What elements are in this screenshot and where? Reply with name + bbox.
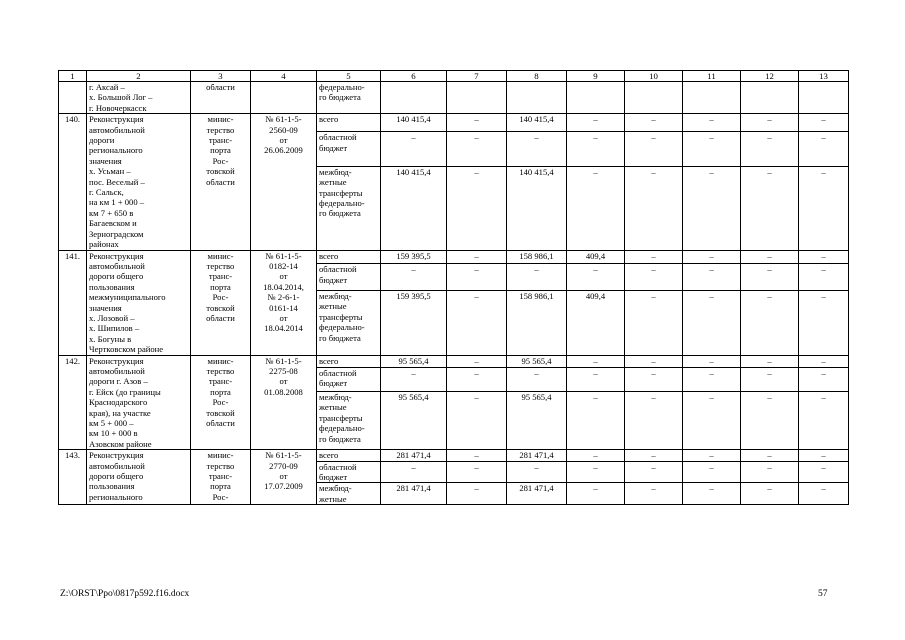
row-number: 141. xyxy=(59,250,87,355)
amount-cell: – xyxy=(741,392,799,450)
amount-cell: – xyxy=(381,132,447,166)
amount-cell: – xyxy=(507,368,567,392)
funding-source: межбюд- жетные трансферты федерально- го бюджета xyxy=(317,290,381,355)
funding-source: всего xyxy=(317,355,381,368)
amount-cell: – xyxy=(447,166,507,250)
amount-cell: – xyxy=(741,450,799,461)
amount-cell: – xyxy=(567,166,625,250)
table-body xyxy=(59,71,849,505)
amount-cell: 159 395,5 xyxy=(381,250,447,264)
amount-cell: – xyxy=(567,368,625,392)
amount-cell: – xyxy=(447,132,507,166)
funding-source: межбюд- жетные xyxy=(317,483,381,505)
header-row xyxy=(59,71,849,82)
amount-cell: 140 415,4 xyxy=(507,114,567,132)
customer: минис- терство транс- порта Рос- товской области xyxy=(191,355,251,450)
design-approval: № 61-1-5- 2275-08 от 01.08.2008 xyxy=(251,355,317,450)
amount-cell: 95 565,4 xyxy=(507,355,567,368)
amount-cell: 140 415,4 xyxy=(507,166,567,250)
amount-cell: – xyxy=(447,450,507,461)
row-number: 140. xyxy=(59,114,87,250)
amount-cell: – xyxy=(625,290,683,355)
file-path: Z:\ORST\Ppo\0817p592.f16.docx xyxy=(60,589,190,599)
amount-cell: – xyxy=(683,250,741,264)
table-row xyxy=(59,355,849,368)
design-approval: № 61-1-5- 2560-09 от 26.06.2009 xyxy=(251,114,317,250)
column-header: 7 xyxy=(447,71,507,82)
amount-cell xyxy=(447,82,507,114)
amount-cell: – xyxy=(683,132,741,166)
amount-cell: – xyxy=(741,264,799,291)
funding-source: областной бюджет xyxy=(317,264,381,291)
amount-cell: – xyxy=(741,132,799,166)
amount-cell xyxy=(741,82,799,114)
amount-cell: – xyxy=(683,392,741,450)
funding-source: областной бюджет xyxy=(317,132,381,166)
amount-cell: 140 415,4 xyxy=(381,114,447,132)
funding-source: межбюд- жетные трансферты федерально- го бюджета xyxy=(317,392,381,450)
amount-cell: – xyxy=(683,450,741,461)
amount-cell xyxy=(507,82,567,114)
amount-cell: – xyxy=(741,355,799,368)
amount-cell: – xyxy=(567,132,625,166)
amount-cell: – xyxy=(447,355,507,368)
funding-source: федерально- го бюджета xyxy=(317,82,381,114)
column-header: 12 xyxy=(741,71,799,82)
column-header: 5 xyxy=(317,71,381,82)
amount-cell: – xyxy=(683,355,741,368)
amount-cell: – xyxy=(741,290,799,355)
row-number: 142. xyxy=(59,355,87,450)
column-header: 1 xyxy=(59,71,87,82)
amount-cell: – xyxy=(507,132,567,166)
amount-cell: – xyxy=(683,290,741,355)
investment-table xyxy=(58,70,849,505)
column-header: 10 xyxy=(625,71,683,82)
row-number: 143. xyxy=(59,450,87,505)
row-number xyxy=(59,82,87,114)
amount-cell: 281 471,4 xyxy=(381,483,447,505)
amount-cell: – xyxy=(683,264,741,291)
amount-cell: – xyxy=(799,483,849,505)
amount-cell: – xyxy=(625,114,683,132)
amount-cell: – xyxy=(567,461,625,483)
column-header: 9 xyxy=(567,71,625,82)
amount-cell: – xyxy=(567,355,625,368)
amount-cell: – xyxy=(625,483,683,505)
object-name: г. Аксай – х. Большой Лог – г. Новочеркасск xyxy=(87,82,191,114)
amount-cell: – xyxy=(741,461,799,483)
page-number: 57 xyxy=(818,589,828,599)
amount-cell: – xyxy=(741,483,799,505)
amount-cell: – xyxy=(447,392,507,450)
design-approval: № 61-1-5- 2770-09 от 17.07.2009 xyxy=(251,450,317,505)
customer: минис- терство транс- порта Рос- товской области xyxy=(191,114,251,250)
amount-cell: – xyxy=(741,166,799,250)
amount-cell: 409,4 xyxy=(567,290,625,355)
column-header: 2 xyxy=(87,71,191,82)
object-name: Реконструкция автомобильной дороги общего пользования межмуниципального значения х. Лозовой – х. Шипилов – х. Богуны в Чертковском районе xyxy=(87,250,191,355)
amount-cell: 140 415,4 xyxy=(381,166,447,250)
amount-cell: 409,4 xyxy=(567,250,625,264)
amount-cell: – xyxy=(799,355,849,368)
amount-cell: – xyxy=(799,166,849,250)
amount-cell: 281 471,4 xyxy=(507,483,567,505)
column-header: 11 xyxy=(683,71,741,82)
amount-cell: – xyxy=(447,264,507,291)
document-sheet xyxy=(58,70,849,505)
amount-cell: – xyxy=(625,132,683,166)
column-header: 3 xyxy=(191,71,251,82)
amount-cell xyxy=(567,82,625,114)
amount-cell: – xyxy=(799,132,849,166)
amount-cell: – xyxy=(799,461,849,483)
amount-cell: – xyxy=(567,483,625,505)
amount-cell: – xyxy=(381,461,447,483)
amount-cell: – xyxy=(625,450,683,461)
object-name: Реконструкция автомобильной дороги регионального значения х. Усьман – пос. Веселый – г. Сальск, на км 1 + 000 – км 7 + 650 в Багаевском и Зерноградском районах xyxy=(87,114,191,250)
design-approval xyxy=(251,82,317,114)
amount-cell: – xyxy=(799,368,849,392)
funding-source: всего xyxy=(317,114,381,132)
object-name: Реконструкция автомобильной дороги общего пользования регионального xyxy=(87,450,191,505)
amount-cell: – xyxy=(447,114,507,132)
amount-cell xyxy=(625,82,683,114)
amount-cell: – xyxy=(507,461,567,483)
amount-cell xyxy=(799,82,849,114)
amount-cell: 281 471,4 xyxy=(381,450,447,461)
amount-cell: – xyxy=(447,461,507,483)
amount-cell: – xyxy=(625,166,683,250)
amount-cell: – xyxy=(683,166,741,250)
amount-cell: 158 986,1 xyxy=(507,250,567,264)
amount-cell: – xyxy=(799,450,849,461)
amount-cell: – xyxy=(741,250,799,264)
customer: области xyxy=(191,82,251,114)
amount-cell: – xyxy=(567,450,625,461)
funding-source: всего xyxy=(317,450,381,461)
object-name: Реконструкция автомобильной дороги г. Азов – г. Ейск (до границы Краснодарского края), на участке км 5 + 000 – км 10 + 000 в Азовском районе xyxy=(87,355,191,450)
customer: минис- терство транс- порта Рос- товской области xyxy=(191,250,251,355)
amount-cell: – xyxy=(741,114,799,132)
amount-cell: – xyxy=(799,264,849,291)
amount-cell: – xyxy=(381,368,447,392)
amount-cell xyxy=(683,82,741,114)
amount-cell: – xyxy=(799,114,849,132)
amount-cell: 281 471,4 xyxy=(507,450,567,461)
table-row xyxy=(59,250,849,264)
amount-cell: – xyxy=(683,461,741,483)
amount-cell: – xyxy=(447,483,507,505)
amount-cell: – xyxy=(381,264,447,291)
column-header: 13 xyxy=(799,71,849,82)
amount-cell: – xyxy=(625,264,683,291)
amount-cell: – xyxy=(625,355,683,368)
column-header: 6 xyxy=(381,71,447,82)
amount-cell: – xyxy=(625,392,683,450)
amount-cell: – xyxy=(507,264,567,291)
amount-cell: – xyxy=(799,290,849,355)
funding-source: областной бюджет xyxy=(317,461,381,483)
funding-source: межбюд- жетные трансферты федерально- го бюджета xyxy=(317,166,381,250)
amount-cell: – xyxy=(447,290,507,355)
amount-cell: – xyxy=(567,264,625,291)
amount-cell: 95 565,4 xyxy=(381,355,447,368)
amount-cell xyxy=(381,82,447,114)
table-row xyxy=(59,82,849,114)
amount-cell: – xyxy=(567,392,625,450)
funding-source: всего xyxy=(317,250,381,264)
table-row xyxy=(59,114,849,132)
amount-cell: – xyxy=(625,461,683,483)
amount-cell: 158 986,1 xyxy=(507,290,567,355)
table-row xyxy=(59,450,849,461)
amount-cell: – xyxy=(625,250,683,264)
amount-cell: 159 395,5 xyxy=(381,290,447,355)
customer: минис- терство транс- порта Рос- xyxy=(191,450,251,505)
design-approval: № 61-1-5- 0182-14 от 18.04.2014, № 2-6-1- 0161-14 от 18.04.2014 xyxy=(251,250,317,355)
amount-cell: – xyxy=(799,392,849,450)
amount-cell: – xyxy=(741,368,799,392)
column-header: 8 xyxy=(507,71,567,82)
amount-cell: – xyxy=(567,114,625,132)
amount-cell: – xyxy=(683,114,741,132)
amount-cell: – xyxy=(447,250,507,264)
funding-source: областной бюджет xyxy=(317,368,381,392)
column-header: 4 xyxy=(251,71,317,82)
amount-cell: 95 565,4 xyxy=(381,392,447,450)
amount-cell: – xyxy=(683,483,741,505)
amount-cell: – xyxy=(625,368,683,392)
amount-cell: – xyxy=(447,368,507,392)
amount-cell: 95 565,4 xyxy=(507,392,567,450)
amount-cell: – xyxy=(799,250,849,264)
amount-cell: – xyxy=(683,368,741,392)
